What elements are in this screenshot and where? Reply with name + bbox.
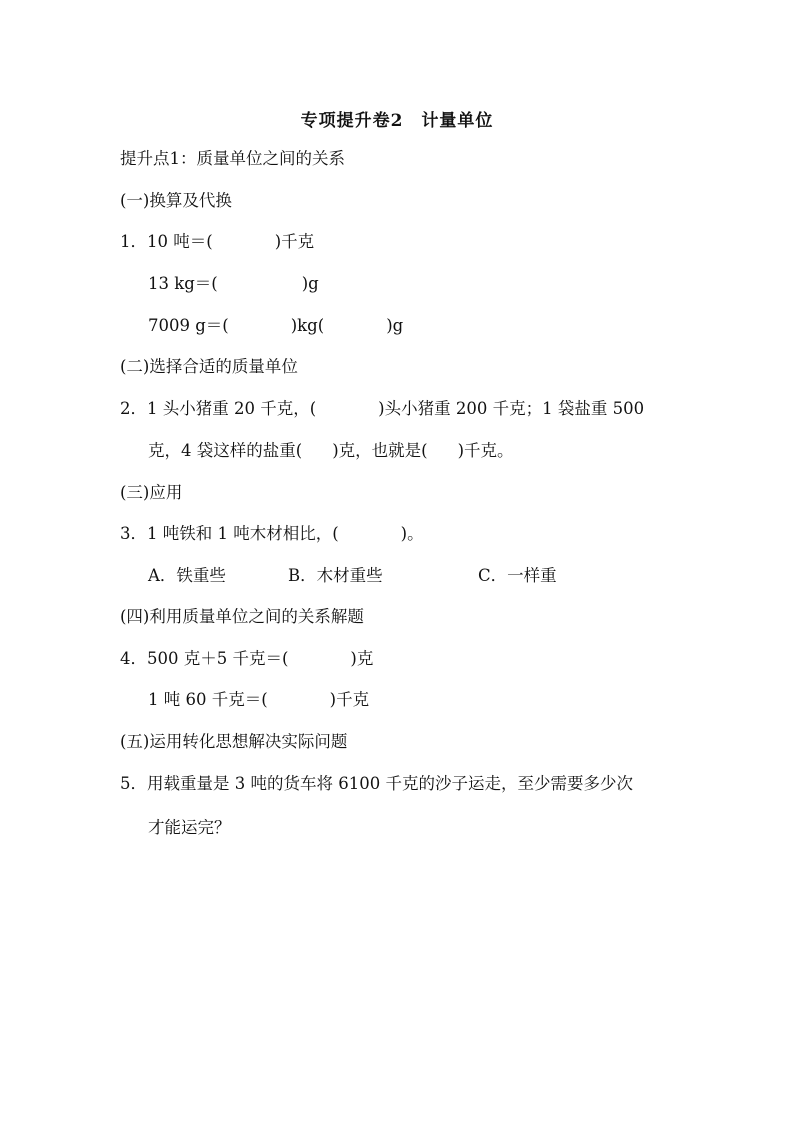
question-number: 5． [120,774,147,793]
question-5-line-2: 才能运完？ [148,818,231,837]
question-3-options [148,565,557,587]
question-2-line-2: 克，4 袋这样的盐重( )克，也就是( )千克。 [148,441,514,460]
page-title: 专项提升卷2 计量单位 [300,111,494,131]
question-1-line-2: 13 kg＝( )g [148,274,319,293]
question-number: 4． [120,649,147,668]
question-number: 2． [120,399,147,418]
section-heading-3: (三)应用 [120,483,183,502]
question-4-line-1: 4．500 克＋5 千克＝( )克 [120,649,374,668]
question-number: 3． [120,524,147,543]
question-5-line-1: 5．用载重量是 3 吨的货车将 6100 千克的沙子运走，至少需要多少次 [120,774,633,793]
option-b[interactable]: B．木材重些 [288,566,383,585]
section-heading-4: (四)利用质量单位之间的关系解题 [120,607,364,626]
question-4-line-2: 1 吨 60 千克＝( )千克 [148,690,370,709]
question-1-line-3: 7009 g＝( )kg( )g [148,316,404,335]
question-2-line-1: 2．1 头小猪重 20 千克，( )头小猪重 200 千克；1 袋盐重 500 [120,399,645,418]
section-heading-5: (五)运用转化思想解决实际问题 [120,732,348,751]
question-3-stem: 3．1 吨铁和 1 吨木材相比，( )。 [120,524,424,543]
question-1-line-1: 1．10 吨＝( )千克 [120,232,315,251]
section-heading-2: (二)选择合适的质量单位 [120,357,298,376]
section-heading-1: (一)换算及代换 [120,191,232,210]
point-heading: 提升点1：质量单位之间的关系 [120,149,345,168]
option-a[interactable]: A．铁重些 [148,566,226,585]
question-number: 1． [120,232,147,251]
option-c[interactable]: C．一样重 [478,566,557,585]
